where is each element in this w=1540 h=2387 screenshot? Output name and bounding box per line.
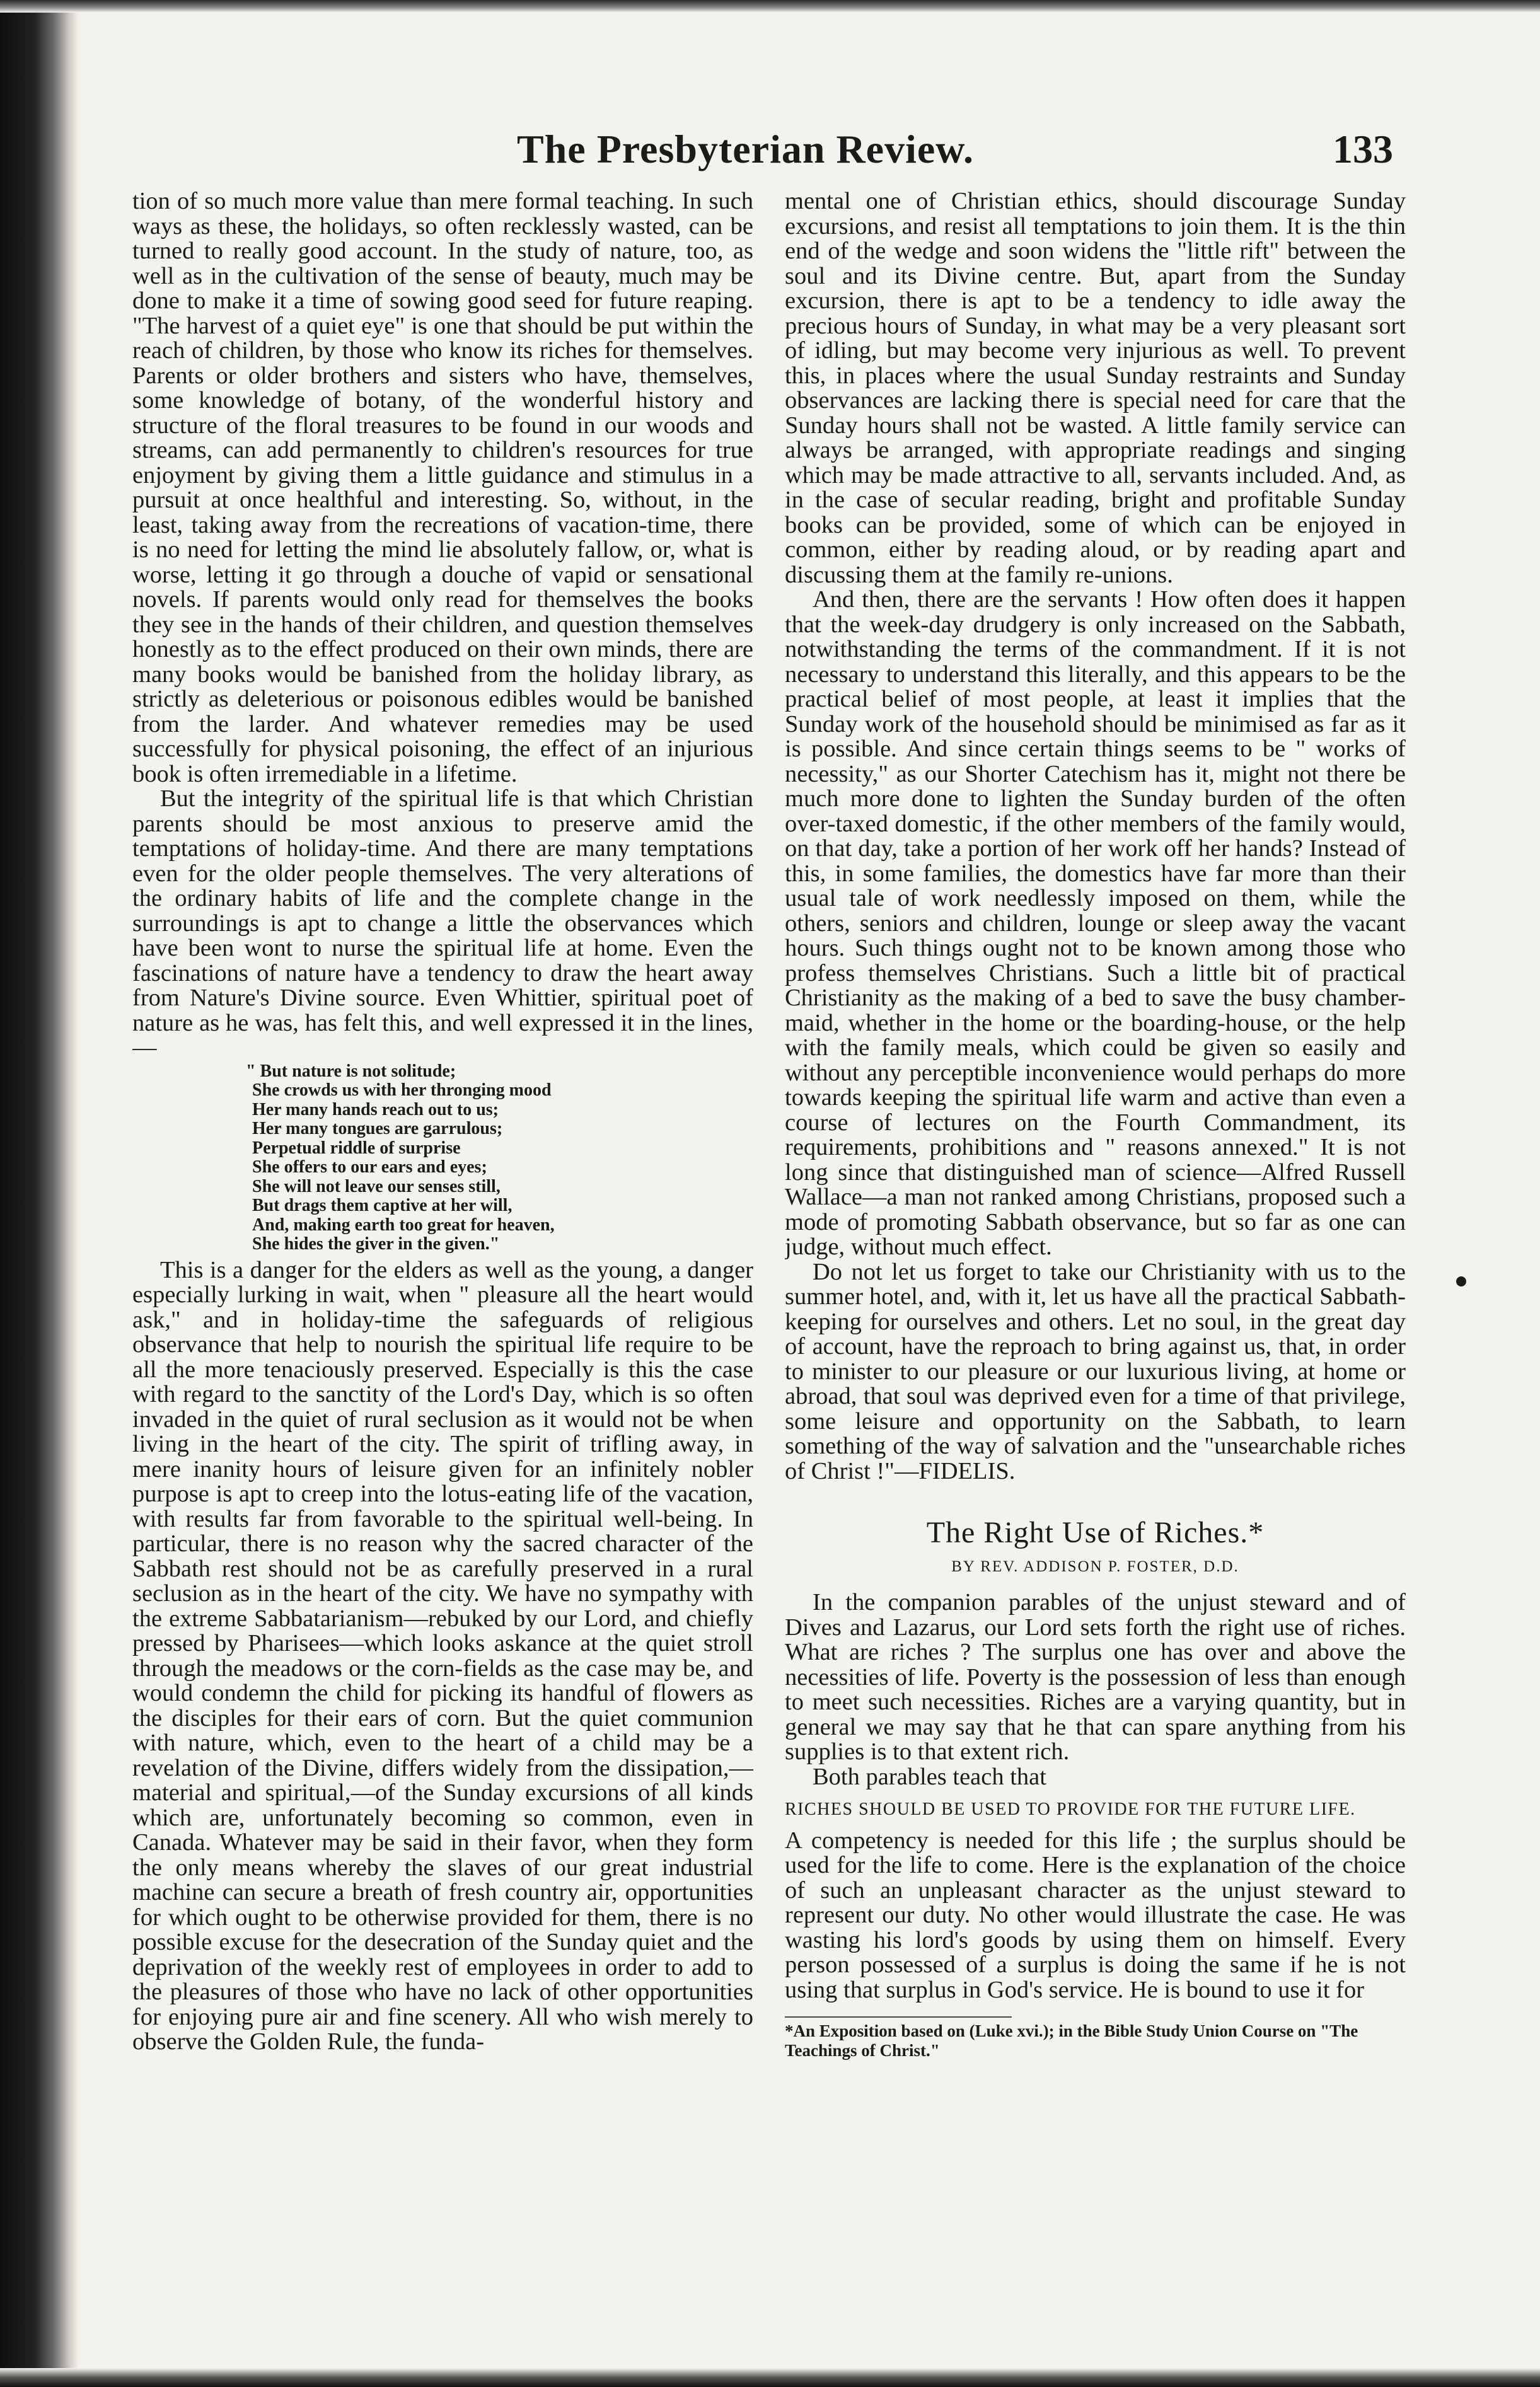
footnote-divider [785,2016,1012,2018]
article-title: The Right Use of Riches.* [926,1516,1265,1549]
right-column [785,189,1406,2332]
ink-mark [1456,1276,1466,1286]
left-column [132,189,753,2332]
scan-binding-edge [0,0,79,2387]
poem-line: " But nature is not solitude; [246,1061,456,1081]
scan-top-edge [0,0,1540,13]
poem-line: She offers to our ears and eyes; [252,1157,487,1177]
poem-line: She will not leave our senses still, [252,1176,501,1196]
footnote: *An Exposition based on (Luke xvi.); in the Bible Study Union Course on "The Teachings of Christ." [785,2021,1358,2060]
paragraph: This is a danger for the elders as well as the young, a danger especially lurking in wait, when " pleasure all the heart would ask," and in holiday-time the safeguards of religious observance that help to nourish the spiritual life require to be all the more tenaciously preserved. Especially is this the case with regard to the sanctity of the Lord's Day, which is so often invaded in the quiet of rural seclusion as it would not be when living in the heart of the city. The spirit of trifling away, in mere inanity hours of leisure given for an infinitely nobler purpose is apt to creep into the lotus-eating life of the vacation, with results far from favorable to the spiritual well-being. In particular, there is no reason why the sacred character of the Sabbath rest should not be as carefully preserved in a rural seclusion as in the heart of the city. We have no sympathy with the extreme Sabbatarianism—rebuked by our Lord, and chiefly pressed by Pharisees—which looks askance at the quiet stroll through the meadows or the corn-fields as the case may be, and would condemn the child for picking its handful of flowers as the disciples for their ears of corn. But the quiet communion with nature, which, even to the heart of a child may be a revelation of the Divine, differs widely from the dissipation,—material and spiritual,—of the Sunday excursions of all kinds which are, unfortunately becoming so common, even in Canada. Whatever may be said in their favor, when they form the only means whereby the slaves of our great industrial machine can secure a breath of fresh country air, opportunities for which ought to be otherwise provided for them, there is no possible excuse for the desecration of the Sunday quiet and the deprivation of the weekly rest of employees in order to add to the pleasures of those who have no lack of other opportunities for enjoying pure air and fine scenery. All who wish merely to observe the Golden Rule, the funda- [132,1256,753,2055]
poem-line: Her many tongues are garrulous; [252,1119,503,1138]
poem-line: Perpetual riddle of surprise [252,1138,461,1158]
paragraph: But the integrity of the spiritual life is that which Christian parents should be most anxious to preserve amid the temptations of holiday-time. And there are many temptations even for the older people themselves. The very alterations of the ordinary habits of life and the complete change in the surroundings is apt to change a little the observances which have been wont to nurse the spiritual life at home. Even the fascinations of nature have a tendency to draw the heart away from Nature's Divine source. Even Whittier, spiritual poet of nature as he was, has felt this, and well expressed it in the lines,— [132,785,753,1061]
section-subheading: RICHES SHOULD BE USED TO PROVIDE FOR THE FUTURE LIFE. [785,1800,1356,1819]
paragraph: A competency is needed for this life ; the surplus should be used for the life to come. Here is the explanation of the choice of such an unpleasant character as the unjust steward to represent our duty. No other would illustrate the case. He was wasting his lord's goods by using them on himself. Every person possessed of a surplus is doing the same if he is not using that surplus in God's service. He is bound to use it for [785,1827,1406,2003]
poem-line: But drags them captive at her will, [252,1196,512,1215]
poem-line: Her many hands reach out to us; [252,1099,499,1119]
paragraph: Both parables teach that [813,1763,1046,1790]
poem-line: She hides the giver in the given." [252,1234,500,1254]
paragraph: In the companion parables of the unjust steward and of Dives and Lazarus, our Lord sets forth the right use of riches. What are riches ? The surplus one has over and above the necessities of life. Poverty is the possession of less than enough to meet such necessities. Riches are a varying quantity, but in general we may say that he that can spare anything from his supplies is to that extent rich. [785,1589,1406,1765]
paragraph: Do not let us forget to take our Christianity with us to the summer hotel, and, with it, let us have all the practical Sabbath-keeping for ourselves and others. Let no soul, in the great day of account, have the reproach to bring against us, that, in order to minister to our pleasure or our luxurious living, at home or abroad, that soul was deprived even for a time of that privilege, some leisure and opportunity on the Sabbath, to learn something of the way of salvation and the "unsearchable riches of Christ !"—FIDELIS. [785,1258,1406,1484]
paragraph: mental one of Christian ethics, should discourage Sunday excursions, and resist all temptations to join them. It is the thin end of the wedge and soon widens the "little rift" between the soul and its Divine centre. But, apart from the Sunday excursion, there is apt to be a tendency to idle away the precious hours of Sunday, in what may be a very pleasant sort of idling, but may become very injurious as well. To prevent this, in places where the usual Sunday restraints and Sunday observances are lacking there is special need for care that the Sunday hours shall not be wasted. A little family service can always be arranged, with appropriate readings and singing which may be made attractive to all, servants included. And, as in the case of secular reading, bright and profitable Sunday books can be provided, some of which can be enjoyed in common, either by reading aloud, or by reading apart and discussing them at the family re-unions. [785,189,1406,588]
poem-line: She crowds us with her thronging mood [252,1080,552,1100]
paragraph: And then, there are the servants ! How often does it happen that the week-day drudgery is only increased on the Sabbath, notwithstanding the terms of the commandment. If it is not necessary to understand this literally, and this appears to be the practical belief of most people, at least it implies that the Sunday work of the household should be minimised as far as it is possible. And since certain things seems to be " works of necessity," as our Shorter Catechism has it, might not there be much more done to lighten the Sunday burden of the often over-taxed domestic, if the other members of the family would, on that day, take a portion of her work off her hands? Instead of this, in some families, the domestics have far more than their usual tale of work needlessly imposed on them, while the others, seniors and children, lounge or sleep away the vacant hours. Such things ought not to be known among those who profess themselves Christians. Such a little bit of practical Christianity as the making of a bed to save the busy chamber-maid, whether in the home or the boarding-house, or the help with the family meals, which could be given so easily and without any perceptible inconvenience would perhaps do more towards keeping the spiritual life warm and active than even a course of lectures on the Fourth Commandment, its requirements, prohibitions and " reasons annexed." It is not long since that distinguished man of science—Alfred Russell Wallace—a man not ranked among Christians, proposed such a mode of promoting Sabbath observance, but so far as one can judge, without much effect. [785,586,1406,1260]
scan-bottom-edge [0,2368,1540,2387]
poem-quote [246,1061,753,1254]
article-byline: BY REV. ADDISON P. FOSTER, D.D. [951,1558,1239,1575]
poem-line: And, making earth too great for heaven, [252,1215,555,1235]
page-header [517,126,1393,183]
running-title: The Presbyterian Review. [517,127,974,171]
paragraph: tion of so much more value than mere formal teaching. In such ways as these, the holidays, so often recklessly wasted, can be turned to really good account. In the study of nature, too, as well as in the cultivation of the sense of beauty, much may be done to make it a time of sowing good seed for future reaping. "The harvest of a quiet eye" is one that should be put within the reach of children, by those who know its riches for themselves. Parents or older brothers and sisters who have, themselves, some knowledge of botany, of the wonderful history and structure of the floral treasures to be found in our woods and streams, can add permanently to children's resources for true enjoyment by giving them a little guidance and stimulus in a pursuit at once healthful and interesting. So, without, in the least, taking away from the recreations of vacation-time, there is no need for letting the mind lie absolutely fallow, or, what is worse, letting it go through a douche of vapid or sensational novels. If parents would only read for themselves the books they see in the hands of their children, and question themselves honestly as to the effect produced on their own minds, there are many books would be banished from the holiday library, as strictly as deleterious or poisonous edibles would be banished from the larder. And whatever remedies may be used successfully for physical poisoning, the effect of an injurious book is often irremediable in a lifetime. [132,189,753,787]
page-number: 133 [1333,127,1393,171]
